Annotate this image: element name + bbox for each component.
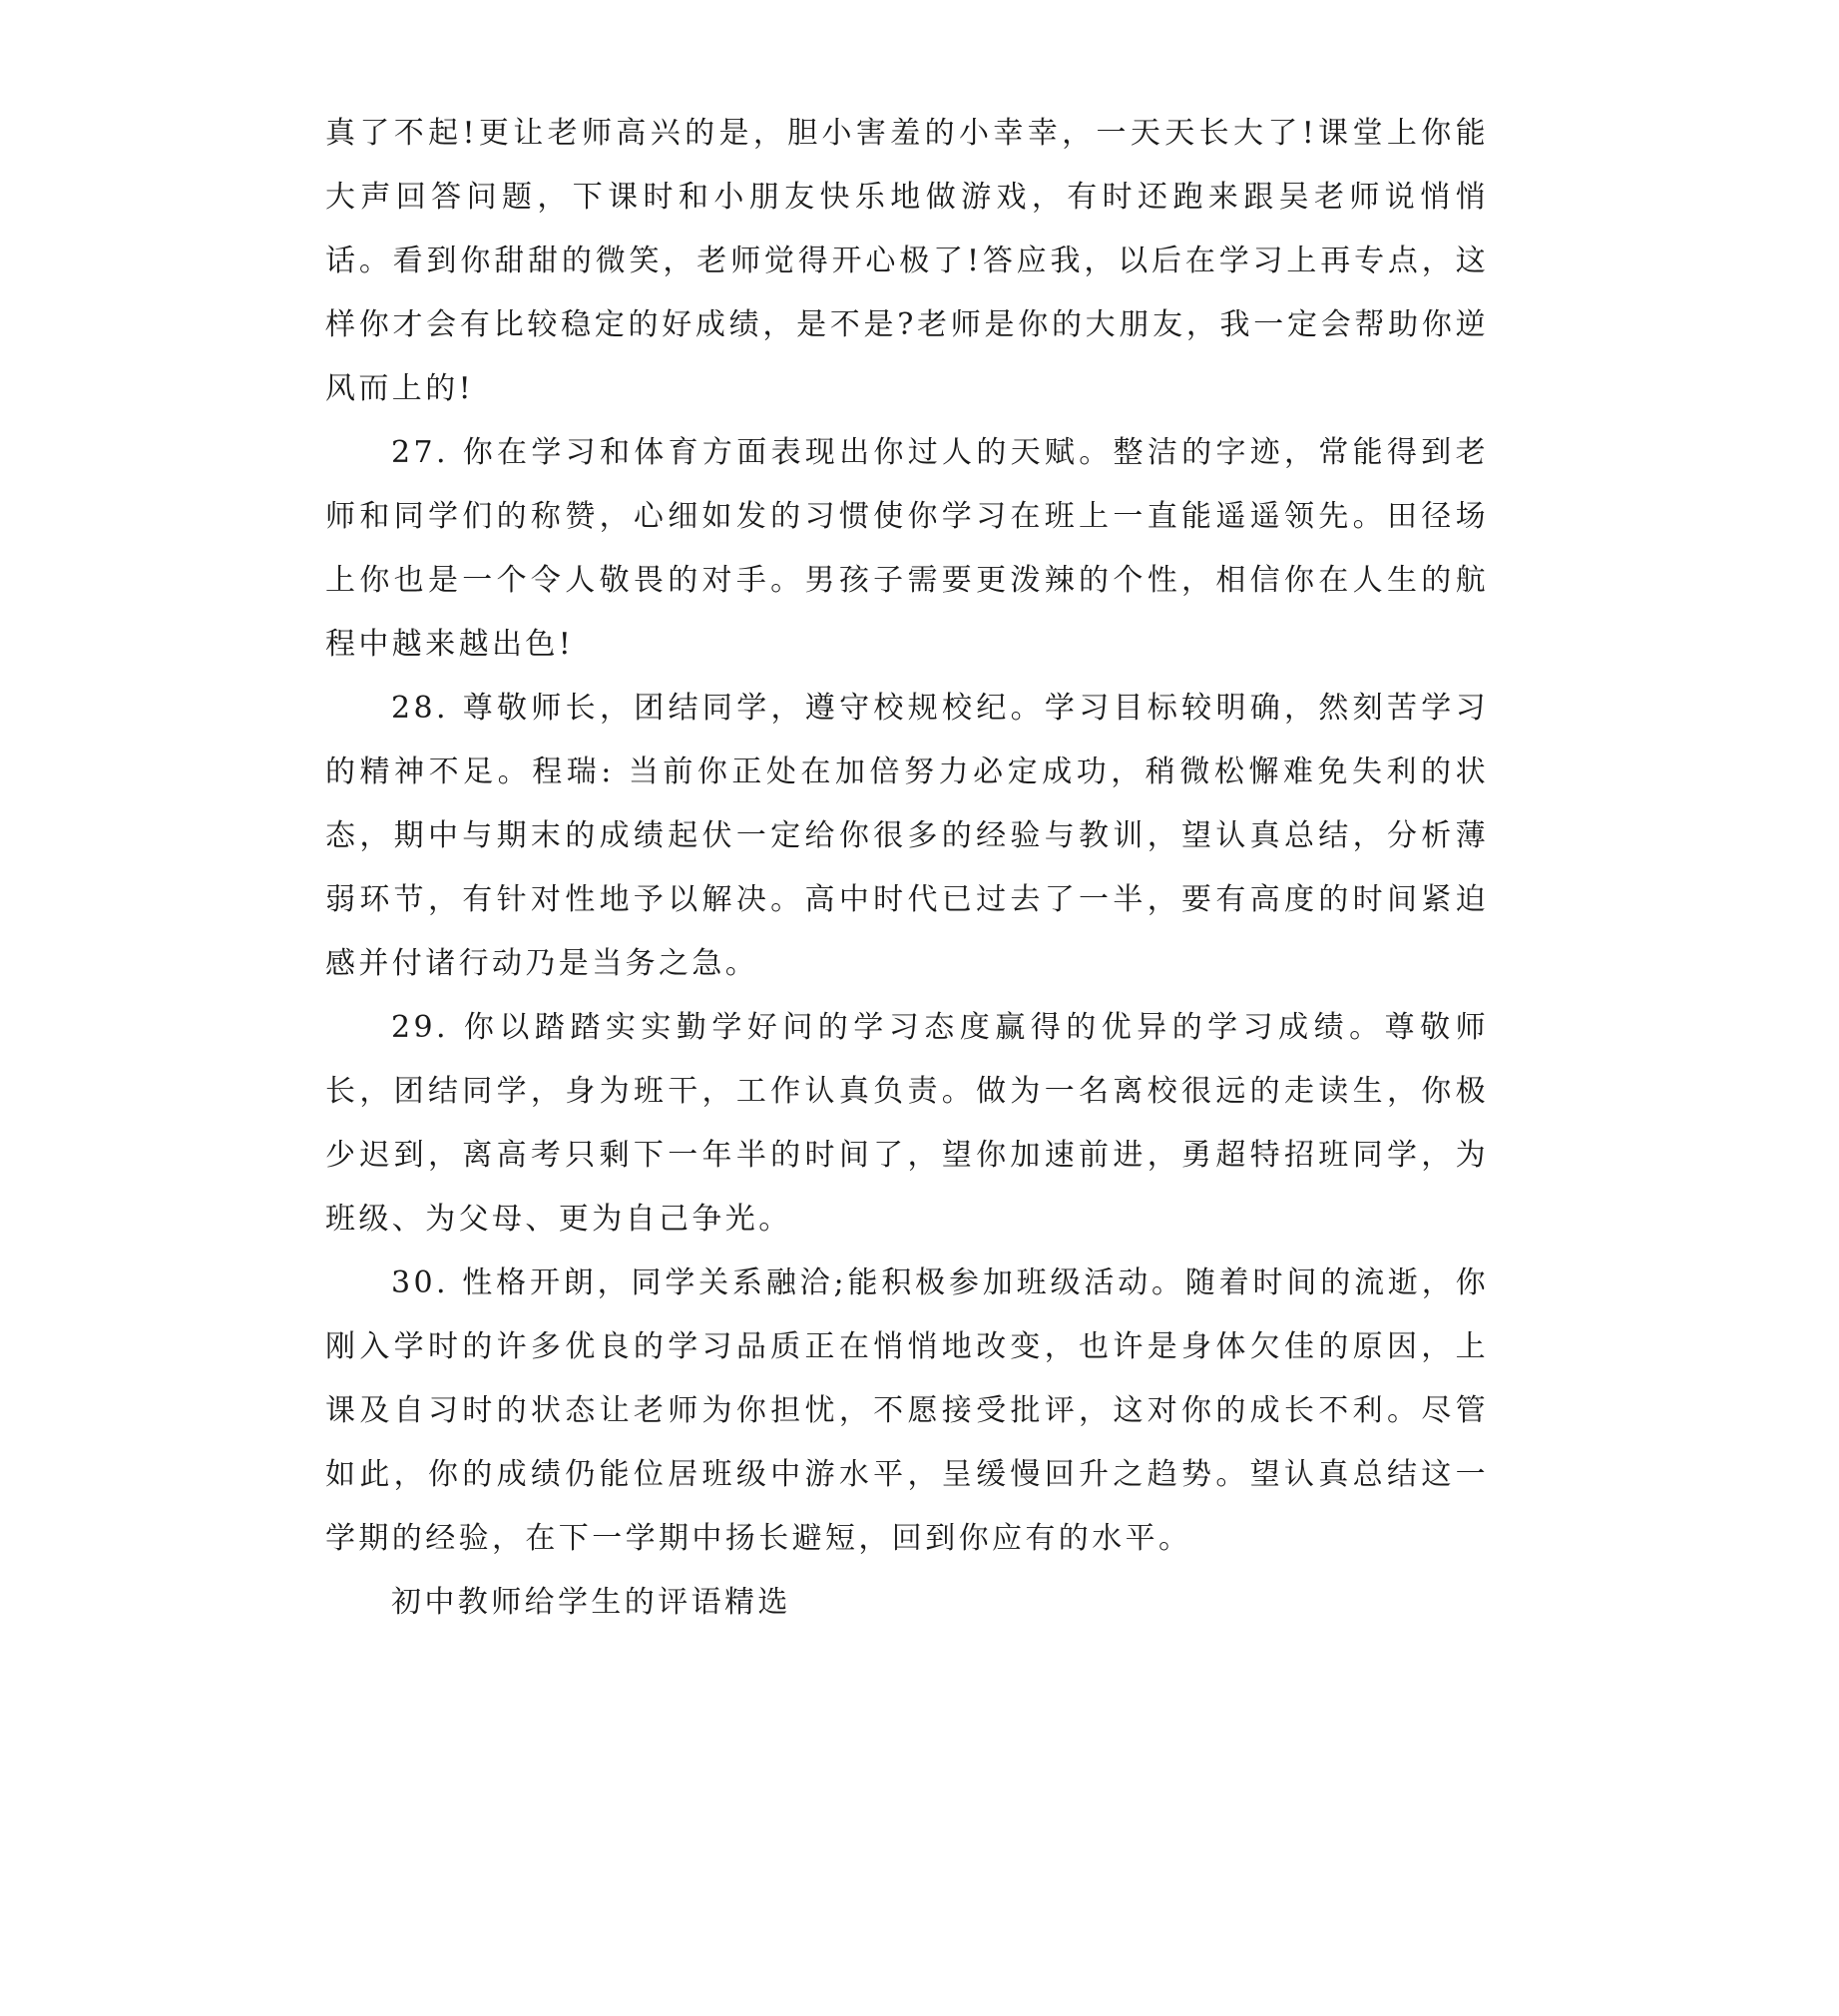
paragraph-continuation: 真了不起!更让老师高兴的是，胆小害羞的小幸幸，一天天长大了!课堂上你能大声回答问题，下课时和小朋友快乐地做游戏，有时还跑来跟吴老师说悄悄话。看到你甜甜的微笑，老师觉得开心极了!答应我，以后在学习上再专点，这样你才会有比较稳定的好成绩，是不是?老师是你的大朋友，我一定会帮助你逆风而上的! [325,116,1489,406]
paragraph-comment-27: 27. 你在学习和体育方面表现出你过人的天赋。整洁的字迹，常能得到老师和同学们的称赞，心细如发的习惯使你学习在班上一直能遥遥领先。田径场上你也是一个令人敬畏的对手。男孩子需要更泼辣的个性，相信你在人生的航程中越来越出色! [325,435,1489,662]
section-heading: 初中教师给学生的评语精选 [391,1585,791,1620]
paragraph-comment-28: 28. 尊敬师长，团结同学，遵守校规校纪。学习目标较明确，然刻苦学习的精神不足。程瑞: 当前你正处在加倍努力必定成功，稍微松懈难免失利的状态，期中与期末的成绩起伏一定给你很多的经验与教训，望认真总结，分析薄弱环节，有针对性地予以解决。高中时代已过去了一半，要有高度的时间紧迫感并付诸行动乃是当务之急。 [325,691,1489,981]
paragraph-comment-29: 29. 你以踏踏实实勤学好问的学习态度赢得的优异的学习成绩。尊敬师长，团结同学，身为班干，工作认真负责。做为一名离校很远的走读生，你极少迟到，离高考只剩下一年半的时间了，望你加速前进，勇超特招班同学，为班级、为父母、更为自己争光。 [325,1010,1489,1237]
document-body [325,102,1489,1635]
paragraph-comment-30: 30. 性格开朗，同学关系融洽;能积极参加班级活动。随着时间的流逝，你刚入学时的许多优良的学习品质正在悄悄地改变，也许是身体欠佳的原因，上课及自习时的状态让老师为你担忧，不愿接受批评，这对你的成长不利。尽管如此，你的成绩仍能位居班级中游水平，呈缓慢回升之趋势。望认真总结这一学期的经验，在下一学期中扬长避短，回到你应有的水平。 [325,1265,1489,1556]
